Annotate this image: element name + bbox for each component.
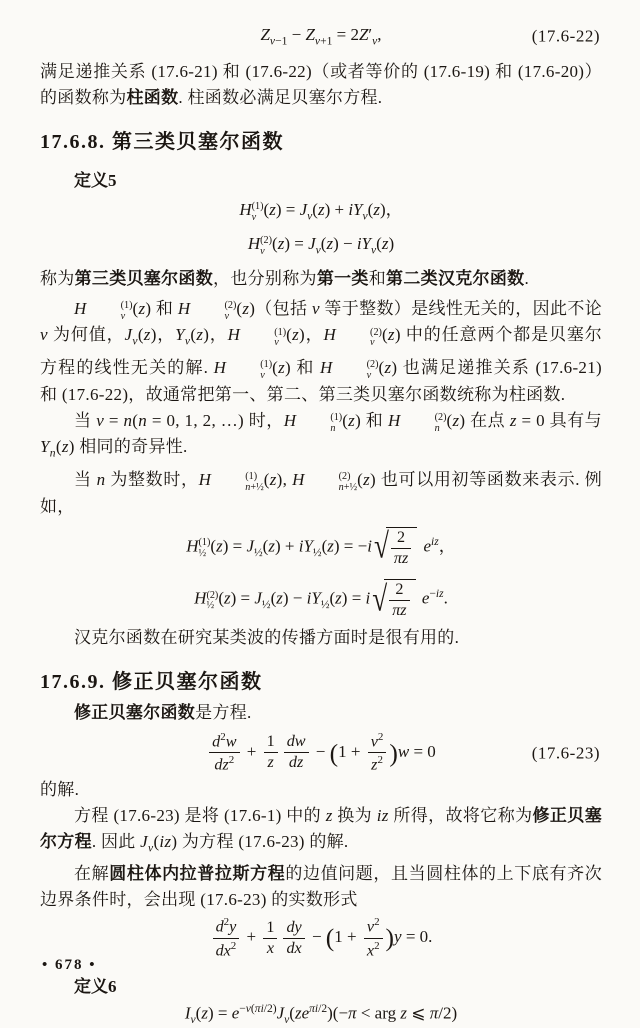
paragraph-laplace-boundary-problem: 在解圆柱体内拉普拉斯方程的边值问题，且当圆柱体的上下底有齐次边界条件时，会出现 (17.6-23) 的实数形式 [40, 864, 603, 910]
equation-hankel-half-order-2: H (2) ½ $(z) = J_{\frac{1}{2}}(z) - iY_{\frac{1}{2}}(z) = i√$ $\frac{2}{\pi z}$ $e^{-iz}$. [194, 578, 448, 619]
equation-hankel-second-kind: H (2) ν $(z) = J_\nu(z) - iY_\nu(z)$ [247, 233, 395, 257]
paragraph-hankel-wave-propagation: 汉克尔函数在研究某类波的传播方面时是很有用的. [74, 627, 460, 647]
equation-real-form: $\frac{d^2y}{dx^2}$ + $\frac{1}{x}$ $\frac{dy}{dx}$ − (1 + $\frac{\nu^2}{x^2}$ )y = 0. [40, 916, 602, 960]
paragraph-integer-order-singularity: 当 ν = n(n = 0, 1, 2, …) 时，H (1) n (z) 和 H (2) n (z) 在点 z = 0 具有与 $Y_n(z)$ 相同的奇异性. [40, 410, 602, 460]
equation-label-17-6-23: (17.6-23) [531, 743, 600, 763]
equation-modified-bessel-definition: $I_\nu(z) = e^{-\nu(\pi i/2)}J_\nu(ze^{\pi i/2})(-\pi$ < arg z ⩽ π/2) [184, 1002, 458, 1027]
equation-hankel-half-order-1: H (1) ½ $(z) = J_{\frac{1}{2}}(z) + iY_{\frac{1}{2}}(z) = -i√$ $\frac{2}{\pi z}$ $e^{iz}$， [186, 526, 456, 567]
page-number: • 678 • [42, 957, 97, 973]
paragraph-solution: 的解. [40, 779, 80, 799]
section-heading-17-6-8: 17.6.8. 第三类贝塞尔函数 [40, 130, 284, 153]
definition-5-label: 定义5 [74, 170, 117, 190]
paragraph-modified-bessel-intro: 修正贝塞尔函数是方程. [74, 702, 252, 722]
equation-label-17-6-22: (17.6-22) [531, 26, 600, 46]
paragraph-modified-equation-origin: 方程 (17.6-23) 是将 (17.6-1) 中的 z 换为 iz 所得，故将它称为修正贝塞尔方程. 因此 $J_\nu(iz)$ 为方程 (17.6-23) 的解. [40, 805, 603, 855]
definition-6-label: 定义6 [74, 977, 117, 997]
equation-row-17-6-23 [40, 731, 602, 775]
paragraph-linear-independence: H (1) ν (z) 和 H (2) ν (z)（包括 ν 等于整数）是线性无关的，因此不论 ν 为何值，$J_\nu(z)$，$Y_\nu(z)$，H (1) ν (z)，H (2) ν (z) 中的任意两个都是贝塞尔方程的线性无关的解. H (1) ν (z) 和 H (2) ν (z) 也满足递推关系 (17.6-21) 和 (17.6-22)，故通常把第一、第二、第三类贝塞尔函数统称为柱函数. [40, 298, 603, 404]
equation-17-6-22: $Z_{\nu-1} - Z_{\nu+1} = 2Z'_\nu$, [260, 25, 382, 48]
equation-row-17-6-22 [40, 24, 602, 49]
equation-hankel-first-kind: H (1) ν $(z) = J_\nu(z) + iY_\nu(z)$， [239, 199, 403, 223]
equation-17-6-23: $\frac{d^2w}{dz^2}$ + $\frac{1}{z}$ $\frac{dw}{dz}$ − (1 + $\frac{\nu^2}{z^2}$ )w = 0 [206, 742, 436, 761]
paragraph-half-order-elementary: 当 n 为整数时，H (1) n+½ (z), H (2) n+½ (z) 也可以用初等函数来表示. 例如， [40, 469, 602, 516]
paragraph-third-kind-naming: 称为第三类贝塞尔函数，也分别称为第一类和第二类汉克尔函数. [40, 268, 530, 288]
paragraph-cylinder-functions: 满足递推关系 (17.6-21) 和 (17.6-22)（或者等价的 (17.6-19) 和 (17.6-20)）的函数称为柱函数. 柱函数必满足贝塞尔方程. [40, 61, 602, 107]
section-heading-17-6-9: 17.6.9. 修正贝塞尔函数 [40, 670, 263, 693]
